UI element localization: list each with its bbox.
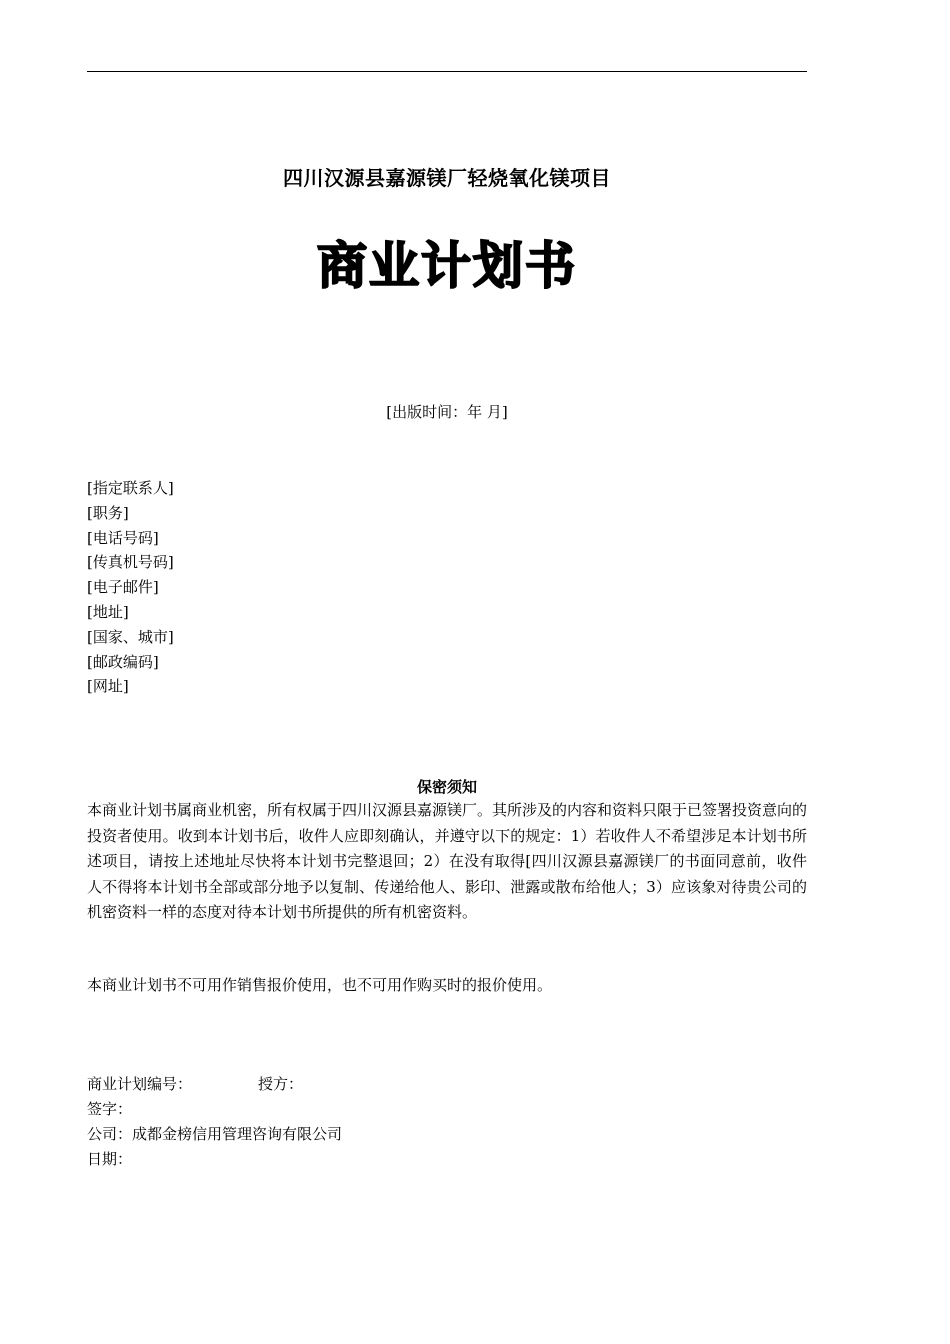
date-label: 日期： xyxy=(87,1150,133,1168)
signature-block xyxy=(87,1072,342,1172)
plan-number-row xyxy=(87,1072,342,1097)
contact-field-email: [电子邮件] xyxy=(87,578,159,597)
contact-field-fax: [传真机号码] xyxy=(87,553,174,572)
company-line: 公司：成都金榜信用管理咨询有限公司 xyxy=(87,1125,343,1143)
confidentiality-heading: 保密须知 xyxy=(416,778,477,796)
document-title: 商业计划书 xyxy=(317,237,577,295)
contact-field-position: [职务] xyxy=(87,503,129,522)
contact-field-postcode: [邮政编码] xyxy=(87,652,159,671)
header-rule xyxy=(87,71,807,72)
project-title: 四川汉源县嘉源镁厂轻烧氧化镁项目 xyxy=(283,166,611,190)
contact-field-address: [地址] xyxy=(87,602,129,621)
publication-date: [出版时间：年 月] xyxy=(386,403,508,421)
plan-number-label: 商业计划编号： xyxy=(87,1075,193,1093)
grantee-label: 授方： xyxy=(258,1075,304,1093)
contact-field-contact-person: [指定联系人] xyxy=(87,479,174,497)
contact-field-phone: [电话号码] xyxy=(87,528,159,547)
contact-field-country-city: [国家、城市] xyxy=(87,627,174,646)
confidentiality-body: 本商业计划书属商业机密，所有权属于四川汉源县嘉源镁厂。其所涉及的内容和资料只限于已签署投资意向的投资者使用。收到本计划书后，收件人应即刻确认，并遵守以下的规定：1）若收件人不希望涉足本计划书所述项目，请按上述地址尽快将本计划书完整退回；2）在没有取得[四川汉源县嘉源镁厂的书面同意前，收件人不得将本计划书全部或部分地予以复制、传递给他人、影印、泄露或散布给他人；3）应该象对待贵公司的机密资料一样的态度对待本计划书所提供的所有机密资料。 xyxy=(87,801,808,922)
confidentiality-note: 本商业计划书不可用作销售报价使用，也不可用作购买时的报价使用。 xyxy=(87,976,553,994)
contact-field-website: [网址] xyxy=(87,677,129,696)
contact-field-list xyxy=(87,476,174,699)
sign-label: 签字： xyxy=(87,1100,133,1118)
